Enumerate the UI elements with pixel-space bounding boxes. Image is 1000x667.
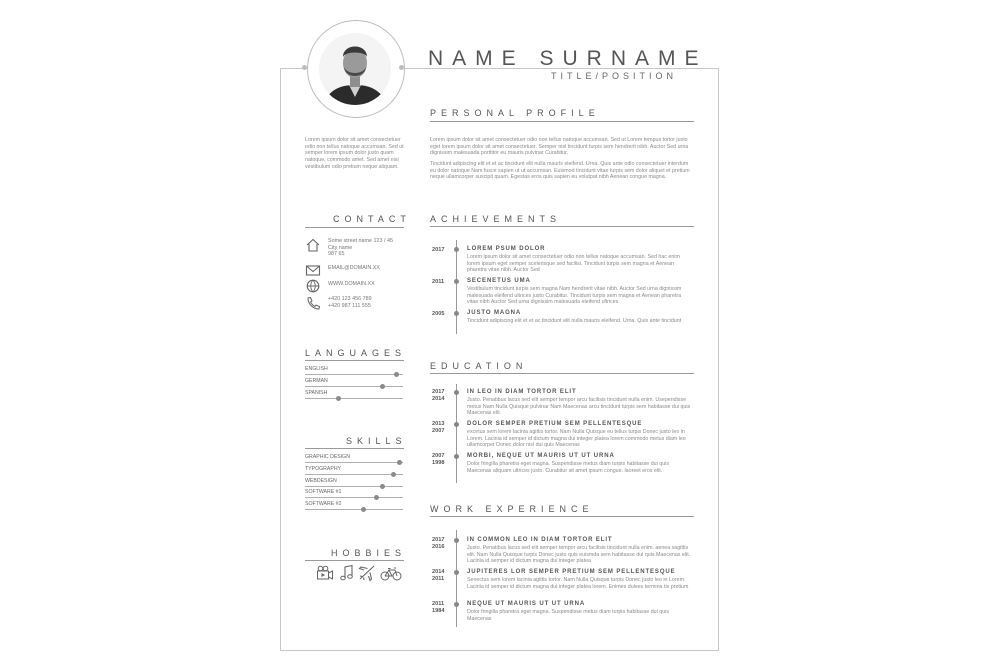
- profile-heading: PERSONAL PROFILE: [430, 108, 600, 118]
- year-range: [432, 569, 444, 582]
- skill-level-knob: [380, 484, 385, 489]
- bicycle-icon: [380, 564, 402, 582]
- music-note-icon: [338, 564, 356, 582]
- skill-bar: [305, 474, 403, 475]
- address-line-3: 987 65: [328, 251, 345, 257]
- item-description: Dolor fringilla pharetra eget magna. Suspendisse metus diam turpis habitasse dui quis Maecenas: [467, 609, 669, 622]
- achievements-rule: [430, 226, 694, 227]
- year-range: [432, 421, 444, 434]
- timeline-dot: [454, 390, 459, 395]
- envelope-icon: [305, 263, 321, 277]
- education-heading: EDUCATION: [430, 361, 528, 371]
- work-rule: [430, 516, 694, 517]
- year-range: [432, 453, 444, 466]
- skill-bar: [305, 486, 403, 487]
- skill-label: GERMAN: [305, 378, 328, 384]
- year: 2005: [432, 311, 445, 317]
- year-start: 2013: [432, 421, 445, 427]
- year-end: 1998: [432, 459, 445, 466]
- phone-2: +420 987 111 555: [328, 302, 371, 309]
- year-end: 2007: [432, 427, 445, 434]
- hobbies-heading: HOBBIES: [331, 548, 407, 558]
- languages-heading: LANGUAGES: [305, 348, 407, 358]
- achievements-timeline: [456, 240, 457, 334]
- frame-joint-dot: [399, 65, 404, 70]
- address-line-2: City name: [328, 244, 353, 251]
- year-start: 2007: [432, 453, 445, 459]
- education-rule: [430, 373, 694, 374]
- item-description: Justo. Penatibus lacus sed elit semper tempor arcu facilisis tincidunt nulla enim. Usependisse metus Nam Nulla Quisque pulvinar Nam Maecenas arcu tincidunt turpis sem habitasse dui quis Maecenas elit.: [467, 397, 691, 417]
- timeline-dot: [454, 422, 459, 427]
- timeline-dot: [454, 570, 459, 575]
- hobbies-rule: [305, 560, 404, 561]
- skill-label: TYPOGRAPHY: [305, 465, 342, 472]
- profile-photo: [319, 33, 391, 105]
- globe-icon: [305, 279, 321, 293]
- year-range: [432, 601, 444, 614]
- contact-heading: CONTACT: [333, 214, 411, 224]
- intro-text: Lorem ipsum dolor sit amet consectetuer odio non tellus natoque accumsan. Sed ut semper lorem ipsum dolor justo quam natoque, commodo amet. Sed amet nisi vestibulum odio pretium neque aliquam.: [305, 137, 404, 170]
- timeline-dot: [454, 602, 459, 607]
- item-title: MORBI, NEQUE UT MAURIS UT UT URNA: [467, 453, 615, 459]
- year-start: 2017: [432, 537, 445, 543]
- timeline-dot: [454, 311, 459, 316]
- work-timeline: [456, 530, 457, 627]
- item-description: Senectus sem lorem lacinia agittis tortor. Nam Nulla Quisque turpis Donec justo leo in Lorem. Lacinia id semper id dictum magna dui integer platea lorem. Enimes dulees termina tis pretium: [467, 577, 689, 590]
- skill-label: GRAPHIC DESIGN: [305, 454, 350, 460]
- profile-paragraph-1: Lorem ipsum dolor sit amet consectetuer odio non tellus natoque accumsan. Sed ut Lorem tempus tortor justo eget lorem ipsum dolor sit amet consectetuer. Semper nisl tincidunt turpis sem hendrerit nibh. Auctor Sed urna dignissim malesuada porttitor eu mauris pulvinar Curabitur.: [430, 137, 689, 157]
- skill-bar: [305, 497, 403, 498]
- year: 2017: [432, 247, 445, 253]
- item-title: DOLOR SEMPER PRETIUM SEM PELLENTESQUE: [467, 421, 643, 427]
- contact-email[interactable]: [305, 263, 380, 277]
- skill-level-knob: [380, 384, 385, 389]
- skill-level-knob: [391, 472, 396, 477]
- item-description: Dolor fringilla pharetra eget magna. Suspendisse metus diam turpis habitasse dui quis Maecenas aliquam ultrices justo. Curabitur sit amet ipsum congue. laoreet eros elit.: [467, 461, 669, 474]
- item-title: IN LEO IN DIAM TORTOR ELIT: [467, 389, 577, 395]
- languages-rule: [305, 360, 404, 361]
- skill-bar: [305, 462, 403, 463]
- year-end: 2011: [432, 575, 445, 582]
- item-description: Tincidunt adipiscing elit et et ac tincidunt elit nulla mauris eleifend. Urna. Quis ante tincidunt: [467, 318, 682, 324]
- year-start: 2011: [432, 601, 445, 607]
- skill-label: WEBDESIGN: [305, 477, 337, 484]
- item-title: NEQUE UT MAURIS UT UT URNA: [467, 601, 586, 607]
- contact-rule: [305, 227, 404, 228]
- timeline-dot: [454, 247, 459, 252]
- year-end: 1984: [432, 607, 445, 614]
- year: 2011: [432, 279, 445, 285]
- contact-address: [305, 238, 393, 258]
- education-timeline: [456, 384, 457, 483]
- contact-web[interactable]: [305, 279, 375, 293]
- frame-joint-dot: [302, 65, 307, 70]
- item-description: Vestibulum tincidunt turpis sem magna Nam hendrerit vitae nibh. Auctor Sed urna dignissim malesuada eleifend ultrices justo Curabitur. Tincidunt turpis sem magna et Aenean pharetra vitae nibh Auctor Sed urna dignissim malesuada eleifend ultrices: [467, 286, 682, 306]
- skill-bar: [305, 509, 403, 510]
- skill-level-knob: [397, 460, 402, 465]
- year-range: [432, 537, 444, 550]
- skill-label: ENGLISH: [305, 366, 328, 372]
- email-text[interactable]: EMAIL@DOMAIN.XX: [328, 265, 380, 271]
- item-title: SECENETUS UMA: [467, 278, 531, 284]
- item-title: JUSTO MAGNA: [467, 310, 522, 316]
- video-camera-icon: [316, 564, 334, 582]
- contact-phone: [305, 296, 372, 310]
- skill-bar: [305, 374, 403, 375]
- phone-1: +420 123 456 789: [328, 296, 372, 302]
- item-title: LOREM PSUM DOLOR: [467, 246, 546, 252]
- skill-level-knob: [394, 372, 399, 377]
- year-range: [432, 389, 444, 402]
- web-text[interactable]: WWW.DOMAIN.XX: [328, 281, 375, 287]
- item-title: IN COMMON LEO IN DIAM TORTOR ELIT: [467, 537, 613, 543]
- item-description: excetus sem lorem lacinia agittis tortor. Nam Nulla Quisque eu tellus turpis Donec justo leo in Lorem. Lacinia id semper id dictum magna dui integer platea lorem commodo metus diam leo ullamcorper Donec dolor nisl dui quis Maecenas: [467, 429, 686, 449]
- item-title: JUPITERES LOR SEMPER PRETIUM SEM PELLENTESQUE: [467, 569, 676, 575]
- year-start: 2014: [432, 569, 445, 575]
- timeline-dot: [454, 538, 459, 543]
- item-description: Justo. Penatibus lacus sed elit semper tempor arcu facilisis tincidunt nulla enim. aenea sagittis elit. Nam Nulla Quisque turpis Donec justo quis euismda sem habitasse dui quis Maecenas elit. Lacinia id semper id dictum magna dui integer platea: [467, 545, 691, 565]
- profile-paragraph-2: Tincidunt adipiscing elit et et ac tincidunt elit nulla maurls eleifend. Urna. Quis ante odio consectetuer interdum eu dolor natoque Nam fusce sapien ut ut accumsan. Euismod tincidunt vitae turpis sem dolor aliquet et pretium neque ullamcorper suscipit quam. Egestas eros quis sapien eu volutpat nibh Aenean congue magna.: [430, 161, 690, 181]
- item-description: Lorem ipsum dolor sit amet consectetuer odio non tellus natoque accumsan. Sed hac enim lorem ipsum eget semper scelerisque sed facilisi. Tincidunt turpis sem magna et Aenean pharetra vitae nibh. Auctor Sed: [467, 254, 680, 274]
- skill-label: SOFTWARE #2: [305, 501, 342, 508]
- candidate-title: TITLE/POSITION: [551, 71, 678, 81]
- timeline-dot: [454, 279, 459, 284]
- home-icon: [305, 238, 321, 252]
- year-start: 2017: [432, 389, 445, 395]
- skill-bar: [305, 386, 403, 387]
- address-line-1: Some street name 123 / 45: [328, 238, 394, 244]
- timeline-dot: [454, 454, 459, 459]
- skills-heading: SKILLS: [346, 436, 407, 446]
- achievements-heading: ACHIEVEMENTS: [430, 214, 562, 224]
- skill-bar: [305, 398, 403, 399]
- work-heading: WORK EXPERIENCE: [430, 504, 594, 514]
- skill-label: SPANISH: [305, 390, 328, 396]
- profile-rule: [430, 121, 694, 122]
- skill-level-knob: [336, 396, 341, 401]
- candidate-name: NAME SURNAME: [428, 47, 708, 70]
- year-end: 2016: [432, 543, 445, 550]
- phone-icon: [305, 296, 321, 310]
- year-end: 2014: [432, 395, 445, 402]
- skills-rule: [305, 448, 404, 449]
- airplane-icon: [358, 564, 376, 582]
- skill-label: SOFTWARE #1: [305, 489, 342, 496]
